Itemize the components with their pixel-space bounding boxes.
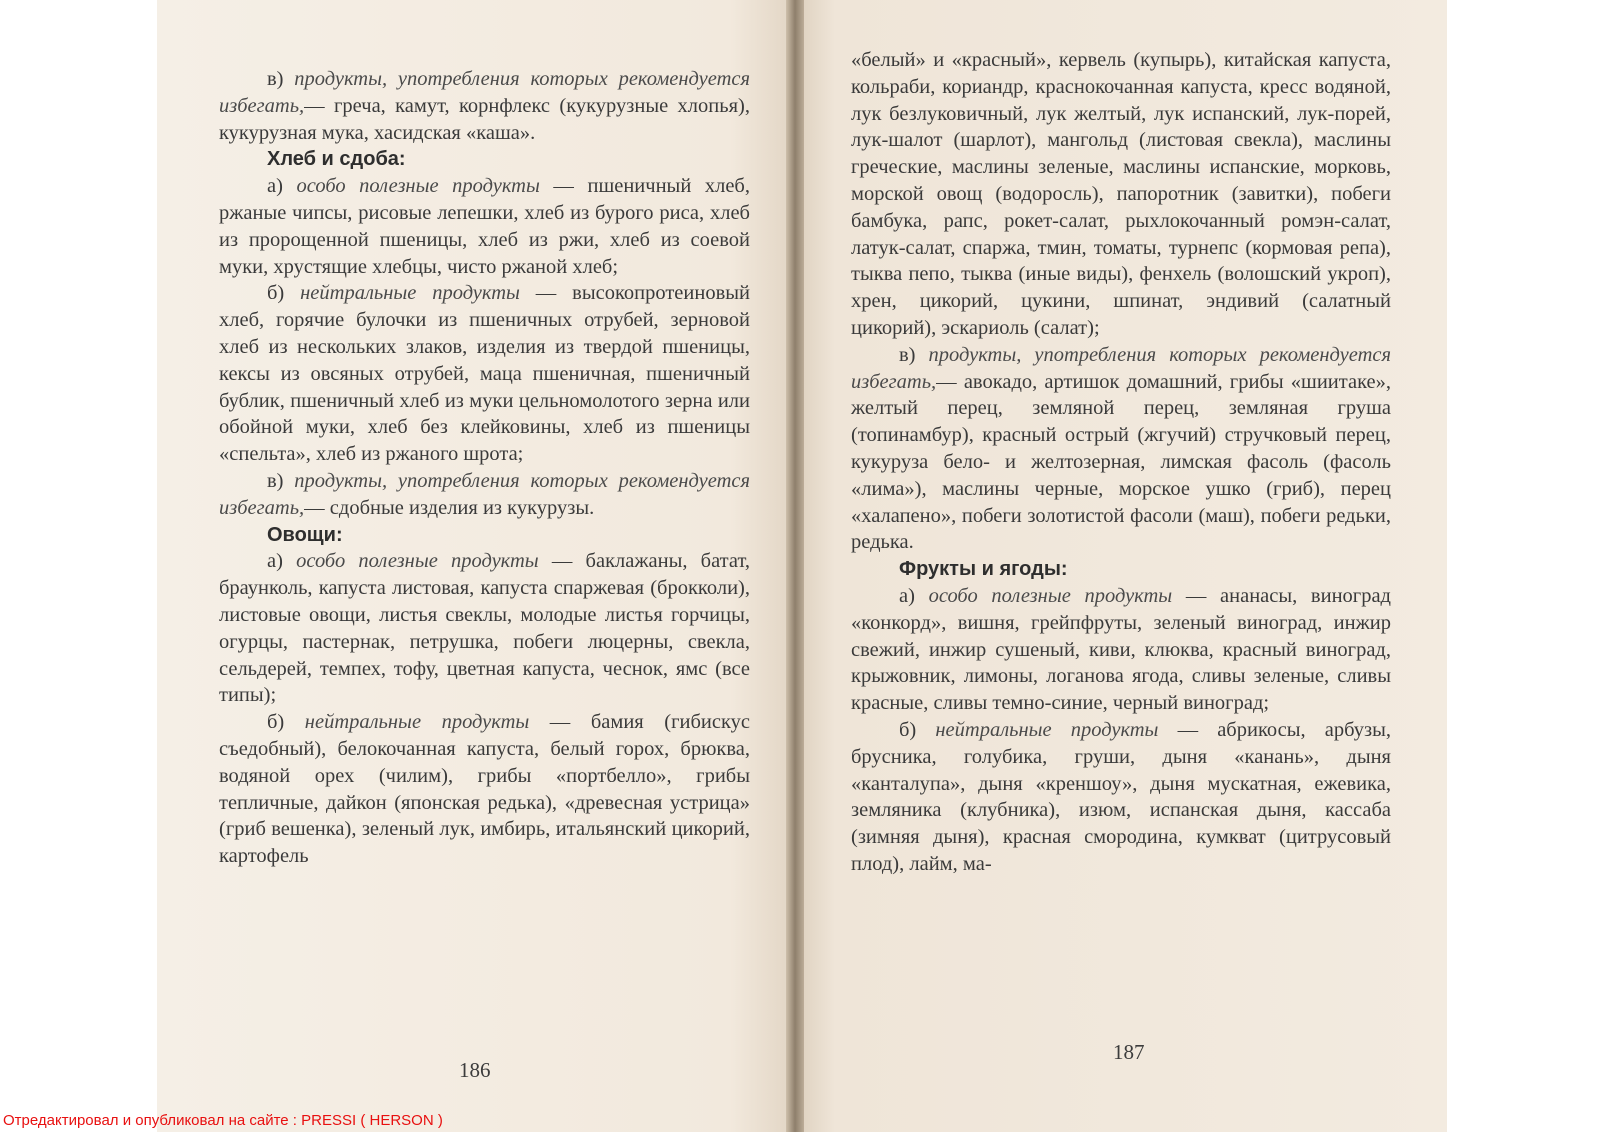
footer-credit: Отредактировал и опубликовал на сайте : PRESSI ( HERSON ) <box>3 1112 443 1129</box>
section-heading-fruits: Фрукты и ягоды: <box>899 558 1068 581</box>
left-page <box>157 0 794 1132</box>
paragraph: б) нейтральные продукты — высокопротеиновый хлеб, горячие булочки из пшеничных отрубей, зерновой хлеб из нескольких злаков, изделия из твердой пшеницы, кексы из овсяных отрубей, маца пшеничная, пшеничный бублик, пшеничный хлеб из муки цельномолотого зерна или обойной муки, хлеб без клейковины, хлеб из пшеницы «спельта», хлеб из ржаного шрота; <box>219 282 750 466</box>
paragraph: а) особо полезные продукты — баклажаны, батат, браунколь, капуста листовая, капуста спаржевая (брокколи), листовые овощи, листья свеклы, молодые листья горчицы, огурцы, пастернак, петрушка, побеги люцерны, свекла, сельдерей, темпех, тофу, цветная капуста, чеснок, ямс (все типы); <box>219 550 750 707</box>
paragraph: а) особо полезные продукты — пшеничный хлеб, ржаные чипсы, рисовые лепешки, хлеб из бурого риса, хлеб из пророщенной пшеницы, хлеб из ржи, хлеб из соевой муки, хрустящие хлебцы, чисто ржаной хлеб; <box>219 175 750 278</box>
right-page-text <box>851 47 1391 878</box>
paragraph: в) продукты, употребления которых рекомендуется избегать,— греча, камут, корнфлекс (кукурузные хлопья), кукурузная мука, хасидская «каша». <box>219 68 751 144</box>
page-number: 187 <box>1113 1040 1145 1064</box>
section-heading-vegetables: Овощи: <box>267 523 343 546</box>
right-page <box>796 0 1447 1132</box>
paragraph: б) нейтральные продукты — бамия (гибискус съедобный), белокочанная капуста, белый горох, брюква, водяной орех (чилим), грибы «портбелло», грибы тепличные, дайкон (японская редька), «древесная устрица» (гриб вешенка), зеленый лук, имбирь, итальянский цикорий, картофель <box>219 711 750 868</box>
paragraph: «белый» и «красный», кервель (купырь), китайская капуста, кольраби, кориандр, краснокочанная капуста, кресс водяной, лук безлуковичный, лук желтый, лук испанский, лук-порей, лук-шалот (шарлот), мангольд (листовая свекла), маслины греческие, маслины зеленые, маслины испанские, морковь, морской овощ (водоросль), папоротник (завитки), побеги бамбука, рапс, рокет-салат, рыхлокочанный ромэн-салат, латук-салат, спаржа, тмин, томаты, турнепс (кормовая репа), тыква пепо, тыква (иные виды), фенхель (волошский укроп), хрен, цикорий, цукини, шпинат, эндивий (салатный цикорий), эскариоль (салат); <box>851 49 1391 339</box>
paragraph: в) продукты, употребления которых рекомендуется избегать,— сдобные изделия из кукурузы. <box>219 469 751 519</box>
paragraph: а) особо полезные продукты — ананасы, виноград «конкорд», вишня, грейпфруты, зеленый виноград, инжир свежий, инжир сушеный, киви, клюква, красный виноград, крыжовник, лимоны, логанова ягода, сливы зеленые, сливы красные, сливы темно-синие, черный виноград; <box>851 584 1391 715</box>
page-number: 186 <box>459 1058 491 1082</box>
book-gutter <box>786 0 804 1132</box>
left-page-text <box>219 66 750 870</box>
paragraph: б) нейтральные продукты — абрикосы, арбузы, брусника, голубика, груши, дыня «канань», дыня «канталупа», дыня «креншоу», дыня мускатная, ежевика, земляника (клубника), изюм, испанская дыня, кассаба (зимняя дыня), красная смородина, кумкват (цитрусовый плод), лайм, ма- <box>851 718 1391 875</box>
paragraph: в) продукты, употребления которых рекомендуется избегать,— авокадо, артишок домашний, грибы «шиитаке», желтый перец, земляной перец, земляная груша (топинамбур), красный острый (жгучий) стручковый перец, кукуруза бело- и желтозерная, лимская фасоль (фасоль «лима»), маслины черные, морское ушко (гриб), перец «халапено», побеги золотистой фасоли (маш), побеги редьки, редька. <box>851 343 1392 554</box>
section-heading-bread: Хлеб и сдоба: <box>267 148 406 171</box>
